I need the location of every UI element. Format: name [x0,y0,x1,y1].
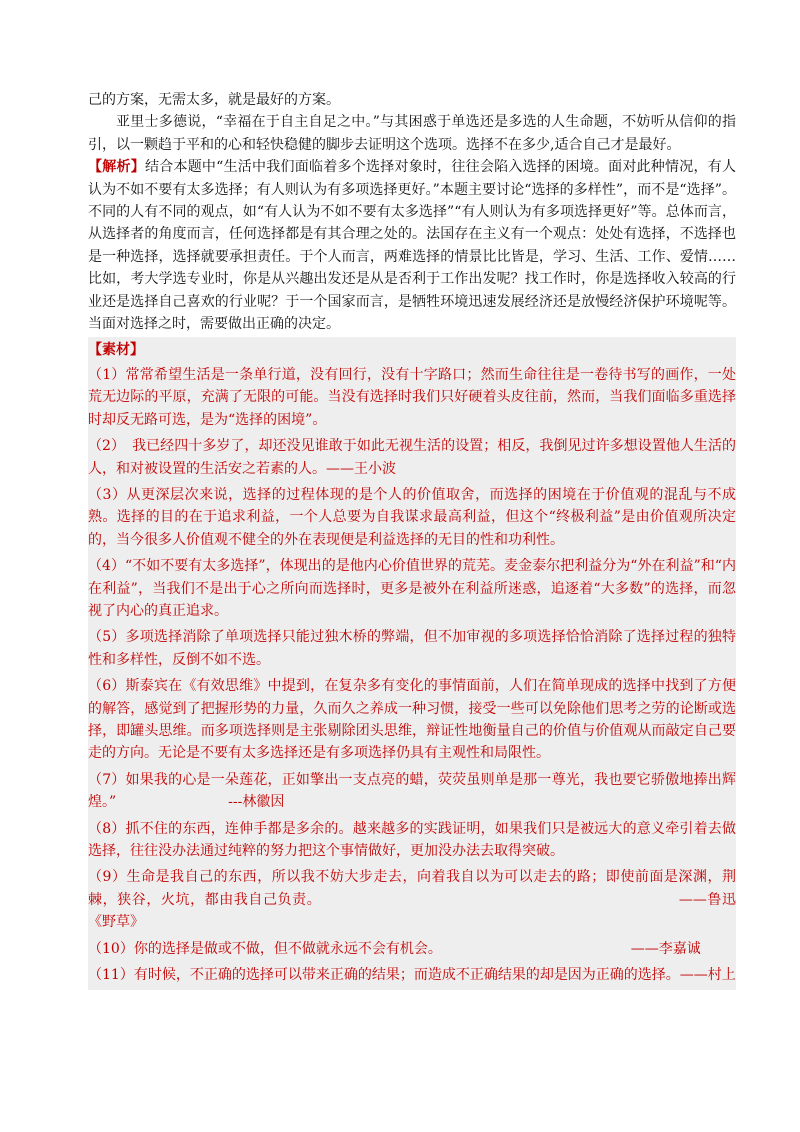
material-item: （3）从更深层次来说，选择的过程体现的是个人的价值取舍，而选择的困境在于价值观的混乱与不成熟。选择的目的在于追求利益，一个人总要为自我谋求最高利益，但这个“终极利益”是由价值观所决定的，当今很多人价值观不健全的外在表现便是利益选择的无目的性和功利性。 [88,486,736,548]
material-item: （11）有时候，不正确的选择可以带来正确的结果；而造成不正确结果的却是因为正确的选择。——村上 [88,967,736,984]
material-tag: 【素材】 [88,342,144,359]
material-item: （7）如果我的心是一朵莲花，正如擎出一支点亮的蜡，荧荧虽则单是那一尊光，我也要它骄傲地捧出辉煌。” ---林徽因 [88,771,736,811]
material-section [88,337,736,990]
material-item: （6）斯泰宾在《有效思维》中提到，在复杂多有变化的事情面前，人们在简单现成的选择中找到了方便的解答，感觉到了把握形势的力量，久而久之养成一种习惯，接受一些可以免除他们思考之劳的论断或选择，即罐头思维。而多项选择则是主张剔除团头思维，辩证性地衡量自己的价值与价值观从而敲定自己要走的方向。无论是不要有太多选择还是有多项选择仍具有主观性和局限性。 [88,678,736,762]
intro-paragraph: 亚里士多德说，“幸福在于自主自足之中。”与其困惑于单选还是多选的人生命题，不妨听从信仰的指引，以一颗趋于平和的心和轻快稳健的脚步去证明这个选项。选择不在多少,适合自己才是最好。 [88,114,736,153]
document-page [88,89,736,990]
intro-line: 己的方案，无需太多，就是最好的方案。 [88,92,340,108]
material-item: （10）你的选择是做或不做，但不做就永远不会有机会。 ——李嘉诚 [88,940,701,957]
material-heading [88,339,736,361]
material-item: （9）生命是我自己的东西，所以我不妨大步走去，向着我自以为可以走去的路；即使前面是深渊，荆棘，狭谷，火坑，都由我自己负责。 ——鲁迅《野草》 [88,869,736,931]
analysis-paragraph [88,156,736,335]
material-item: （4）“不如不要有太多选择”，体现出的是他内心价值世界的荒芜。麦金泰尔把利益分为“外在利益”和“内在利益”，当我们不是出于心之所向而选择时，更多是被外在利益所迷惑，追逐着“大多数”的选择，而忽视了内心的真正追求。 [88,558,736,619]
material-item: （5）多项选择消除了单项选择只能过独木桥的弊端，但不加审视的多项选择恰恰消除了选择过程的独特性和多样性，反倒不如不选。 [88,629,736,668]
material-item: （1）常常希望生活是一条单行道，没有回行，没有十字路口；然而生命往往是一卷待书写的画作，一处荒无边际的平原，充满了无限的可能。当没有选择时我们只好硬着头皮往前，然而，当我们面临多重选择时却反无路可选，是为“选择的困境”。 [88,366,736,428]
analysis-tag: 【解析】 [88,159,145,176]
material-item: （2） 我已经四十多岁了，却还没见谁敢于如此无视生活的设置；相反，我倒见过许多想设置他人生活的人，和对被设置的生活安之若素的人。——王小波 [88,438,736,477]
material-item: （8）抓不住的东西，连伸手都是多余的。越来越多的实践证明，如果我们只是被远大的意义牵引着去做选择，往往没办法通过纯粹的努力把这个事情做好，更加没办法去取得突破。 [88,820,736,859]
analysis-text: 结合本题中“生活中我们面临着多个选择对象时，往往会陷入选择的困境。面对此种情况，有人认为不如不要有太多选择；有人则认为有多项选择更好。”本题主要讨论“选择的多样性”，而不是“选择”。不同的人有不同的观点，如“有人认为不如不要有太多选择”“有人则认为有多项选择更好”等。总体而言，从选择者的角度而言，任何选择都是有其合理之处的。法国存在主义有一个观点：处处有选择，不选择也是一种选择，选择就要承担责任。于个人而言，两难选择的情景比比皆是，学习、生活、工作、爱情……比如，考大学选专业时，你是从兴趣出发还是从是否利于工作出发呢？找工作时，你是选择收入较高的行业还是选择自己喜欢的行业呢？于一个国家而言，是牺牲环境迅速发展经济还是放慢经济保护环境呢等。当面对选择之时，需要做出正确的决定。 [88,159,737,333]
